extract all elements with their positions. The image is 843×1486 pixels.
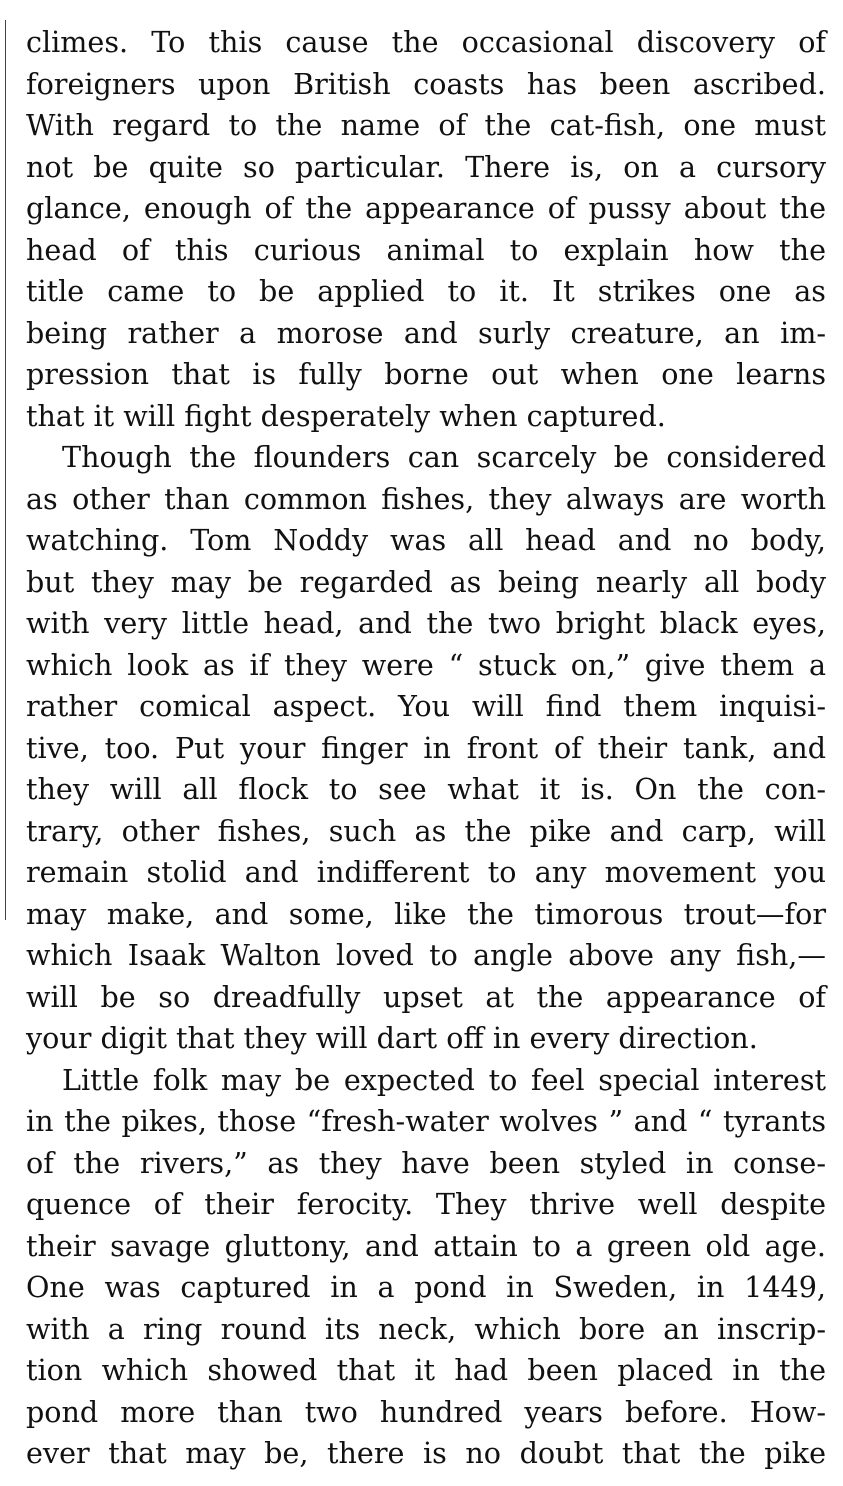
text-line: climes. To this cause the occasional discovery of	[26, 25, 826, 59]
text-line: quence of their ferocity. They thrive well despite	[26, 1187, 826, 1221]
text-line: Little folk may be expected to feel special interest	[62, 1062, 826, 1097]
text-line: watching. Tom Noddy was all head and no body,	[26, 523, 826, 557]
text-line: your digit that they will dart off in every direction.	[26, 1021, 758, 1055]
text-line: but they may be regarded as being nearly all body	[26, 564, 826, 599]
text-line: not be quite so particular. There is, on a cursory	[26, 149, 826, 184]
text-line: may make, and some, like the timorous trout—for	[26, 896, 826, 931]
text-line: foreigners upon British coasts has been ascribed.	[26, 66, 826, 101]
text-line: with very little head, and the two bright black eyes,	[26, 606, 826, 640]
text-line: remain stolid and indifferent to any movement you	[26, 855, 826, 889]
text-line: pond more than two hundred years before. How-	[26, 1394, 826, 1429]
text-line: ever that may be, there is no doubt that the pike	[26, 1436, 826, 1470]
text-line: head of this curious animal to explain how the	[26, 232, 826, 267]
text-line: One was captured in a pond in Sweden, in 1449,	[26, 1270, 826, 1304]
text-line: they will all flock to see what it is. On the con-	[26, 772, 826, 806]
text-line: will be so dreadfully upset at the appearance of	[26, 979, 826, 1014]
text-line: Though the flounders can scarcely be considered	[62, 440, 826, 474]
text-line: title came to be applied to it. It strikes one as	[26, 274, 826, 308]
margin-rule	[5, 20, 6, 920]
text-line: trary, other fishes, such as the pike and carp, will	[26, 813, 826, 848]
text-line: being rather a morose and surly creature, an im-	[26, 315, 826, 350]
text-line: as other than common fishes, they always are worth	[26, 481, 826, 516]
text-line: With regard to the name of the cat-fish, one must	[26, 108, 826, 142]
text-line: that it will fight desperately when captured.	[26, 398, 666, 433]
text-line: in the pikes, those “fresh-water wolves ” and “ tyrants	[26, 1104, 826, 1138]
text-line: which Isaak Walton loved to angle above any fish,—	[26, 938, 826, 972]
text-line: rather comical aspect. You will find them inquisi-	[26, 689, 826, 723]
text-line: which look as if they were “ stuck on,” give them a	[26, 647, 826, 682]
text-line: with a ring round its neck, which bore an inscrip-	[26, 1311, 826, 1346]
text-line: glance, enough of the appearance of pussy about the	[26, 191, 826, 225]
text-line: their savage gluttony, and attain to a green old age.	[26, 1228, 826, 1263]
text-line: tive, too. Put your finger in front of their tank, and	[26, 730, 826, 765]
text-body	[26, 22, 826, 1475]
text-line: of the rivers,” as they have been styled in conse-	[26, 1145, 826, 1180]
text-line: tion which showed that it had been placed in the	[26, 1353, 826, 1387]
text-line: pression that is fully borne out when one learns	[26, 357, 826, 391]
